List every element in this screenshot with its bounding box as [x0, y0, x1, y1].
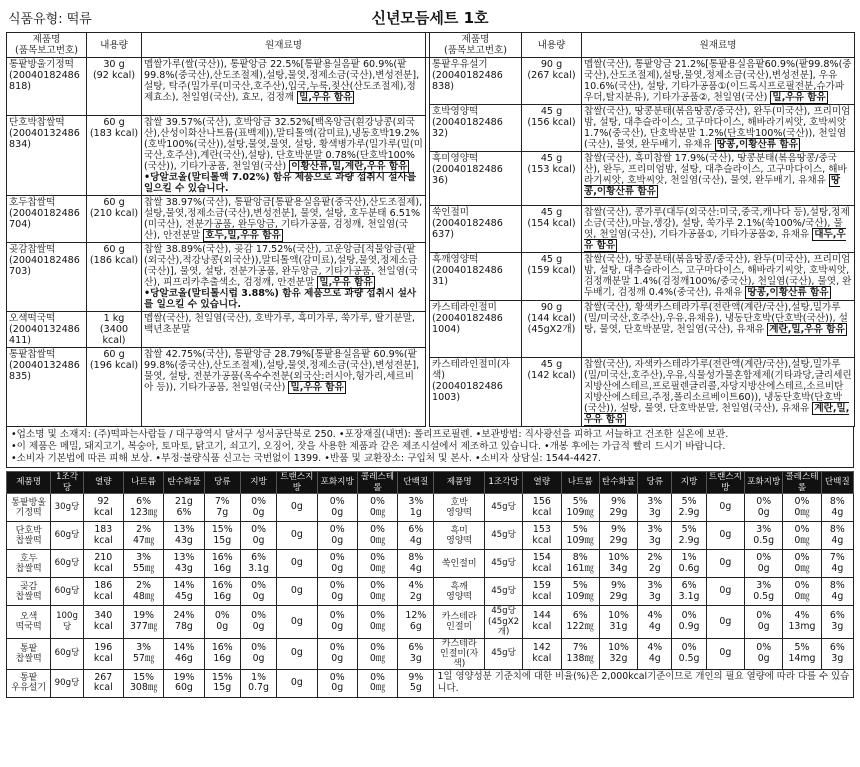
nutrition-value: 156 kcal: [523, 494, 561, 522]
nutrition-value: 6% 3g: [821, 606, 853, 639]
nutrition-value: 0% 0㎎: [357, 606, 397, 639]
col-ingredients: 원재료명: [582, 33, 855, 58]
col-capacity: 내용량: [522, 33, 582, 58]
allergy-badge: 밀,우유 함유: [299, 92, 353, 103]
nutrition-row: [7, 550, 854, 578]
serving-size: 90g당: [51, 669, 83, 697]
nutrition-col-header: 트랜스지방: [277, 472, 317, 494]
nutrition-value: 2% 47㎎: [123, 522, 163, 550]
product-ingredients: [582, 152, 855, 206]
nutrition-value: 0% 0g: [317, 550, 357, 578]
nutrition-value: 0% 0g: [745, 638, 783, 669]
nutrition-product-name: 통팥 우유설기: [7, 669, 51, 697]
product-name: 호박영양떡 (20040182486 32): [430, 105, 522, 152]
nutrition-value: 0% 0g: [317, 606, 357, 639]
nutrition-value: 7% 4g: [821, 550, 853, 578]
nutrition-col-header: 당류: [204, 472, 240, 494]
product-name: 흑깨영양떡 (20040182486 31): [430, 253, 522, 300]
nutrition-value: 8% 4g: [821, 494, 853, 522]
nutrition-col-header: 당류: [638, 472, 672, 494]
nutrition-value: 340 kcal: [83, 606, 123, 639]
nutrition-value: 10% 31g: [599, 606, 637, 639]
nutrition-col-header: 콜레스테롤: [357, 472, 397, 494]
allergy-badge: 땅콩,이황산류 함유: [716, 139, 798, 150]
notice-line: •이 제품은 메밀, 돼지고기, 복숭아, 토마토, 닭고기, 쇠고기, 오징어, 잣을 사용한 제품과 같은 제조시설에서 제조하고 있습니다. •개봉 후에는 가급적 빨리 드시기 바랍니다.: [11, 441, 726, 453]
nutrition-value: 0g: [706, 550, 744, 578]
nutrition-value: 2% 2g: [638, 550, 672, 578]
nutrition-value: 6% 3g: [398, 638, 434, 669]
nutrition-product-name: 곶감 찹쌀떡: [7, 578, 51, 606]
allergy-badge: 밀,우유 함유: [290, 381, 344, 393]
col-ingredients: 원재료명: [142, 33, 426, 58]
nutrition-value: 0% 0㎎: [783, 578, 821, 606]
nutrition-product-name: 카스테라 인절미(자색): [434, 638, 484, 669]
product-capacity: 1 kg (3400 kcal): [87, 311, 142, 347]
nutrition-col-header: 콜레스테롤: [783, 472, 821, 494]
nutrition-value: 267 kcal: [83, 669, 123, 697]
nutrition-value: 0g: [277, 522, 317, 550]
nutrition-value: 0% 0g: [745, 494, 783, 522]
product-capacity: 90 g (267 kcal): [522, 58, 582, 105]
nutrition-value: 21g 6%: [164, 494, 204, 522]
product-capacity: 90 g (144 kcal) (45gX2개): [522, 300, 582, 358]
nutrition-value: 0% 0㎎: [357, 550, 397, 578]
ingredients-text: 찹쌀(국산), 땅콩분태(볶음땅콩/중국산), 완두(미국산), 프리미엄밤, 설탕, 대추슬라이스, 고구마다이스, 해바라기씨앗, 호박씨앗, 검정깨분말 1.4%(검정깨100%/중국산), 천일염(국산), 물엿, 완두배기, 검정깨 0.4%(중국산), 유채유: [584, 254, 852, 299]
set-title: 신년모듬세트 1호: [371, 9, 489, 27]
nutrition-col-header: 1조각당: [484, 472, 522, 494]
nutrition-value: 6% 3.1g: [672, 578, 706, 606]
product-capacity: 60 g (210 kcal): [87, 195, 142, 242]
nutrition-value: 183 kcal: [83, 522, 123, 550]
allergy-badge: 밀,우유 함유: [319, 276, 373, 288]
serving-size: 60g당: [51, 578, 83, 606]
nutrition-value: 4% 13mg: [783, 606, 821, 639]
nutrition-value: 9% 29g: [599, 578, 637, 606]
nutrition-value: 6% 3.1g: [240, 550, 276, 578]
serving-size: 45g당: [484, 578, 522, 606]
product-ingredients: [142, 115, 426, 195]
ingredients-text: 멥쌀(국산), 통팥앙금 21.2%[통팥용실음팥60.9%(팥99.8%(중국산),산도조절제),설탕,물엿,정제소금(국산),변성전분], 우유 10.6%(국산), 설탕, 기타가공품①(이드록시프로필전분,슈가파우더,탈지분유), 기타가공품②, 천일염(국산): [584, 59, 852, 103]
product-name: 곶감찹쌀떡 (20040182486 703): [7, 242, 87, 311]
nutrition-value: 8% 4g: [821, 578, 853, 606]
product-name: 오색떡국떡 (20040132486 411): [7, 311, 87, 347]
nutrition-value: 0% 0g: [317, 522, 357, 550]
nutrition-value: 0% 0㎎: [357, 669, 397, 697]
product-ingredients: [142, 58, 426, 116]
nutrition-col-header: 제품명: [7, 472, 51, 494]
nutrition-value: 16% 16g: [204, 550, 240, 578]
nutrition-value: 19% 60g: [164, 669, 204, 697]
nutrition-value: 0% 0㎎: [357, 578, 397, 606]
nutrition-col-header: 탄수화물: [164, 472, 204, 494]
serving-size: 45g당: [484, 494, 522, 522]
allergy-badge: 이황산류,밀,계란,우유 함유: [291, 160, 408, 172]
nutrition-value: 0% 0g: [317, 669, 357, 697]
allergy-badge: 밀,우유 함유: [772, 92, 826, 103]
product-ingredients: [582, 58, 855, 105]
ingredients-text: 찹쌀(국산), 콩가루(대두(외국산:미국,중국,캐나다 등),설탕,정제소금(국산),마늘,생강), 설탕, 쑥가루 2.1%(쑥100%/국산), 물엿, 천일염(국산), 기타가공품①, 기타가공품②, 유채유: [584, 207, 850, 241]
product-capacity: 30 g (92 kcal): [87, 58, 142, 116]
nutrition-value: 3% 1g: [398, 494, 434, 522]
nutrition-product-name: 쑥인절미: [434, 550, 484, 578]
nutrition-col-header: 열량: [523, 472, 561, 494]
product-ingredients: [142, 311, 426, 347]
nutrition-value: 142 kcal: [523, 638, 561, 669]
food-type: 식품유형: 떡류: [8, 12, 92, 27]
ingredients-text: 찹쌀(국산), 자색카스테라가루(전란액(계란/국산),설탕,밀가루(밀/미국산,호주산),우유,식물성가물혼합제제(기타과당,글리세린지방산에스테르,프로필렌글리콜,자당지방산에스테르,소르비탄지방산에스테르,주정,폴리소르베이트60)), 냉동단호박(단호박(국산)), 설탕, 물엿, 단호박분말, 천일염(국산), 유채유: [584, 359, 852, 415]
product-name: 통팥방울기정떡 (20040182486 818): [7, 58, 87, 116]
allergy-badge: 땅콩,이황산류 함유: [584, 175, 841, 197]
allergy-badge: 대두,우유 함유: [584, 229, 846, 252]
product-ingredients: [582, 105, 855, 152]
product-name: 통팥찹쌀떡 (20040132486 835): [7, 347, 87, 427]
nutrition-row: [7, 669, 854, 697]
nutrition-value: 9% 29g: [599, 522, 637, 550]
nutrition-value: 0% 0g: [240, 638, 276, 669]
nutrition-value: 6% 122㎎: [561, 606, 599, 639]
nutrition-value: 210 kcal: [83, 550, 123, 578]
nutrition-product-name: 흑깨 영양떡: [434, 578, 484, 606]
ingredients-text: 찹쌀(국산), 땅콩분태(볶음땅콩/중국산), 완두(미국산), 프리미엄밤, 설탕, 대추슬라이스, 고구마다이스, 해바라기씨앗, 호박씨앗 1.7%(중국산), 단호박분말 1.2%(단호박100%(국산)), 천일염(국산), 물엿, 완두배기, 유채유: [584, 106, 851, 150]
nutrition-value: 2% 48㎎: [123, 578, 163, 606]
ingredient-row: [7, 58, 855, 70]
nutrition-value: 0g: [277, 494, 317, 522]
nutrition-value: 14% 46g: [164, 638, 204, 669]
serving-size: 60g당: [51, 638, 83, 669]
nutrition-col-header: 열량: [83, 472, 123, 494]
serving-size: 60g당: [51, 522, 83, 550]
nutrition-value: 15% 308㎎: [123, 669, 163, 697]
col-capacity: 내용량: [87, 33, 142, 58]
ingredients-text: 찹쌀 38.89%(국산), 곶감 17.52%(국산), 고운앙금[적물앙금(팥(외국산),적강낭콩(외국산)),말티톨액(감미료),설탕,물엿,정제소금(국산)], 물엿, 설탕, 전분가공품, 완두앙금, 기타가공품, 천일염(국산), 피프리카추출색소, 검정깨, 안전분말: [144, 243, 418, 288]
serving-size: 45g당: [484, 638, 522, 669]
nutrition-value: 13% 43g: [164, 550, 204, 578]
ingredients-text: 찹쌀(국산), 흑미찹쌀 17.9%(국산), 땅콩분태(볶음땅콩/중국산), 완두, 프리미엄밤, 설탕, 대추슬라이스, 고구마다이스, 해바라기씨앗, 호박씨앗, 천일염(국산), 물엿, 완두배기, 유채유: [584, 153, 847, 186]
nutrition-value: 4% 4g: [638, 606, 672, 639]
ingredients-text: 찹쌀 39.57%(국산), 호박앙금 32.52%[백옥앙금(흰강낭콩(외국산),산성이화산나트륨(표백제)),말티톨액(감미료),냉동호박19.2%(호박100%(국산)),설탕,물엿,물엿, 설탕, 황색병가루(밀가루(밀(미국산,호주산),계란(국산),설탕), 단호박분말 0.78%(단호박100%(국산)), 기타가공품, 천일염(국산): [144, 116, 423, 172]
nutrition-value: 4% 4g: [638, 638, 672, 669]
nutrition-product-name: 호두 찹쌀떡: [7, 550, 51, 578]
nutrition-product-name: 단호박 찹쌀떡: [7, 522, 51, 550]
nutrition-value: 15% 15g: [204, 669, 240, 697]
serving-size: 30g당: [51, 494, 83, 522]
nutrition-product-name: 흑미 영양떡: [434, 522, 484, 550]
product-capacity: 45 g (153 kcal): [522, 152, 582, 206]
nutrition-value: 5% 2.9g: [672, 494, 706, 522]
nutrition-col-header: 지방: [672, 472, 706, 494]
nutrition-col-header: 1조각당: [51, 472, 83, 494]
product-ingredients: [582, 206, 855, 253]
nutrition-product-name: 카스테라 인절미: [434, 606, 484, 639]
nutrition-value: 7% 138㎎: [561, 638, 599, 669]
nutrition-product-name: 호박 영양떡: [434, 494, 484, 522]
nutrition-value: 0g: [277, 669, 317, 697]
nutrition-value: 1% 0.6g: [672, 550, 706, 578]
product-capacity: 45 g (159 kcal): [522, 253, 582, 300]
product-name: 호두찹쌀떡 (20040182486 704): [7, 195, 87, 242]
product-ingredients: [142, 195, 426, 242]
nutrition-value: 5% 109㎎: [561, 522, 599, 550]
nutrition-footnote: 1일 영양성분 기준치에 대한 비율(%)은 2,000kcal기준이므로 개인의 필요 열량에 따라 다를 수 있습니다.: [434, 669, 854, 697]
nutrition-product-name: 오색 떡국떡: [7, 606, 51, 639]
nutrition-value: 3% 3g: [638, 522, 672, 550]
product-capacity: 45 g (142 kcal): [522, 358, 582, 427]
nutrition-header-row: [7, 472, 854, 494]
sugar-alcohol-note: •당알코올(말티톨시럽 3.88%) 함유 제품으로 과량 섭취시 설사를 일으킬 수 있습니다.: [144, 287, 417, 310]
product-name: 카스테라인절미(자색) (20040182486 1003): [430, 358, 522, 427]
nutrition-value: 0% 0㎎: [357, 494, 397, 522]
nutrition-value: 3% 0.5g: [745, 578, 783, 606]
nutrition-value: 0g: [706, 578, 744, 606]
nutrition-value: 3% 0.5g: [745, 522, 783, 550]
nutrition-value: 10% 34g: [599, 550, 637, 578]
serving-size: 60g당: [51, 550, 83, 578]
label-header: [6, 4, 854, 32]
product-ingredients: [582, 253, 855, 300]
nutrition-value: 5% 109㎎: [561, 578, 599, 606]
nutrition-value: 5% 2.9g: [672, 522, 706, 550]
nutrition-value: 9% 29g: [599, 494, 637, 522]
nutrition-value: 0% 0㎎: [357, 522, 397, 550]
nutrition-value: 153 kcal: [523, 522, 561, 550]
nutrition-value: 0g: [706, 522, 744, 550]
nutrition-value: 16% 16g: [204, 578, 240, 606]
nutrition-value: 5% 109㎎: [561, 494, 599, 522]
nutrition-value: 8% 161㎎: [561, 550, 599, 578]
nutrition-value: 0% 0㎎: [783, 522, 821, 550]
ingredients-text: 찹쌀 42.75%(국산), 통팥앙금 28.79%[통팥용실음팥 60.9%(팥99.8%(중국산),산도조절제),설탕,물엿,정제소금(국산),변성전분], 물엿, 설탕, 전분가공품(옥수수전분(외국산:러시아,헝가리,세르비아 등)), 기타가공품, 천일염(국산): [144, 348, 420, 393]
serving-size: 45g당: [484, 522, 522, 550]
product-name: 통팥우유설기 (20040182486 838): [430, 58, 522, 105]
ingredients-text: 찹쌀 38.97%(국산), 통팥앙금[통팥용실음팥(중국산),산도조절제),설탕,물엿,정제소금(국산),변성전분], 물엿, 설탕, 호두분태 6.51%(미국산), 전분가공품, 완두앙금, 기타가공품, 검정깨, 천일염(국산), 안전분말: [144, 196, 423, 241]
product-capacity: 60 g (186 kcal): [87, 242, 142, 311]
nutrition-value: 5% 14mg: [783, 638, 821, 669]
nutrition-value: 3% 55㎎: [123, 550, 163, 578]
nutrition-row: [7, 578, 854, 606]
serving-size: 45g당: [484, 550, 522, 578]
nutrition-value: 0% 0㎎: [783, 550, 821, 578]
product-capacity: 60 g (196 kcal): [87, 347, 142, 427]
product-ingredients: [582, 358, 855, 427]
nutrition-value: 24% 78g: [164, 606, 204, 639]
nutrition-value: 196 kcal: [83, 638, 123, 669]
ingredient-header-row: [7, 33, 855, 58]
nutrition-value: 6% 123㎎: [123, 494, 163, 522]
notice-line: •소비자 기본법에 따른 피해 보상. •부정·불량식품 신고는 국번없이 1399. •반품 및 교환장소: 구입처 및 본사. •소비자 상담실: 1544-4427.: [11, 453, 601, 465]
nutrition-value: 0g: [277, 606, 317, 639]
nutrition-value: 0% 0g: [317, 494, 357, 522]
nutrition-value: 0% 0g: [745, 606, 783, 639]
nutrition-value: 0% 0g: [204, 606, 240, 639]
nutrition-col-header: 포화지방: [745, 472, 783, 494]
nutrition-row: [7, 606, 854, 639]
nutrition-col-header: 제품명: [434, 472, 484, 494]
nutrition-value: 92 kcal: [83, 494, 123, 522]
nutrition-value: 0g: [277, 578, 317, 606]
product-name: 카스테라인절미 (20040182486 1004): [430, 300, 522, 358]
sugar-alcohol-note: •당알코올(말티톨액 7.02%) 함유 제품으로 과량 섭취시 설사를 일으킬 수 있습니다.: [144, 171, 417, 194]
nutrition-value: 0% 0g: [745, 550, 783, 578]
product-name: 흑미영양떡 (20040182486 36): [430, 152, 522, 206]
nutrition-value: 13% 43g: [164, 522, 204, 550]
product-ingredients: [142, 242, 426, 311]
nutrition-value: 0% 0.9g: [672, 606, 706, 639]
nutrition-value: 0% 0g: [317, 578, 357, 606]
nutrition-value: 159 kcal: [523, 578, 561, 606]
serving-size: 45g당 (45gX2개): [484, 606, 522, 639]
allergy-badge: 호두,밀,우유 함유: [205, 229, 281, 241]
nutrition-value: 4% 2g: [398, 578, 434, 606]
nutrition-value: 0% 0g: [240, 522, 276, 550]
nutrition-col-header: 지방: [240, 472, 276, 494]
col-name: 제품명 (품목보고번호): [430, 33, 522, 58]
nutrition-value: 0% 0g: [240, 606, 276, 639]
product-name: 단호박찹쌀떡 (20040132486 834): [7, 115, 87, 195]
product-capacity: 45 g (154 kcal): [522, 206, 582, 253]
nutrition-value: 0g: [706, 606, 744, 639]
allergy-badge: 계란,밀,우유 함유: [584, 403, 850, 426]
product-capacity: 60 g (183 kcal): [87, 115, 142, 195]
nutrition-value: 3% 3g: [638, 494, 672, 522]
nutrition-value: 8% 4g: [821, 522, 853, 550]
company-notice: [6, 427, 854, 468]
col-name: 제품명 (품목보고번호): [7, 33, 87, 58]
nutrition-value: 0g: [706, 494, 744, 522]
product-ingredients: [142, 347, 426, 427]
nutrition-row: [7, 522, 854, 550]
nutrition-value: 15% 15g: [204, 522, 240, 550]
product-name: 쑥인절미 (20040182486 637): [430, 206, 522, 253]
nutrition-value: 0% 0g: [240, 494, 276, 522]
nutrition-value: 0g: [706, 638, 744, 669]
serving-size: 100g당: [51, 606, 83, 639]
nutrition-value: 6% 4g: [398, 522, 434, 550]
ingredient-table: [6, 32, 855, 427]
nutrition-value: 9% 5g: [398, 669, 434, 697]
allergy-badge: 계란,밀,우유 함유: [769, 323, 845, 335]
nutrition-value: 0% 0㎎: [783, 494, 821, 522]
nutrition-row: [7, 638, 854, 669]
product-ingredients: [582, 300, 855, 358]
nutrition-value: 144 kcal: [523, 606, 561, 639]
nutrition-product-name: 통팥 찹쌀떡: [7, 638, 51, 669]
nutrition-value: 3% 3g: [638, 578, 672, 606]
nutrition-value: 186 kcal: [83, 578, 123, 606]
nutrition-value: 0g: [277, 550, 317, 578]
nutrition-value: 8% 4g: [398, 550, 434, 578]
allergy-badge: 땅콩,이황산류 함유: [747, 287, 829, 299]
nutrition-value: 154 kcal: [523, 550, 561, 578]
nutrition-value: 6% 3g: [821, 638, 853, 669]
nutrition-value: 10% 32g: [599, 638, 637, 669]
nutrition-col-header: 단백질: [821, 472, 853, 494]
nutrition-value: 19% 377㎎: [123, 606, 163, 639]
nutrition-col-header: 나트륨: [123, 472, 163, 494]
nutrition-table: [6, 471, 854, 698]
nutrition-value: 0% 0㎎: [357, 638, 397, 669]
nutrition-value: 16% 16g: [204, 638, 240, 669]
nutrition-value: 14% 45g: [164, 578, 204, 606]
nutrition-col-header: 탄수화물: [599, 472, 637, 494]
nutrition-col-header: 트랜스지방: [706, 472, 744, 494]
nutrition-value: 3% 57㎎: [123, 638, 163, 669]
nutrition-product-name: 통팥방울 기정떡: [7, 494, 51, 522]
nutrition-value: 12% 6g: [398, 606, 434, 639]
nutrition-col-header: 단백질: [398, 472, 434, 494]
nutrition-value: 0g: [277, 638, 317, 669]
nutrition-value: 1% 0.7g: [240, 669, 276, 697]
ingredients-text: 멥쌀가루(쌀(국산)), 통팥앙금 22.5%[통팥용실음팥 60.9%(팥99.8%(중국산),산도조절제),설탕,물엿,정제소금(국산),변성전분], 설탕, 탁주(밀가루(미국산,호주산),입국,누룩,젖산(산도조절제),정제효소), 천일염(국산), 효모, 검정깨: [144, 59, 420, 103]
ingredients-text: 찹쌀(국산), 황색카스테라가루(전란액(계란/국산),설탕,밀가루(밀/미국산,호주산),우유,유채유), 냉동단호박(단호박(국산)), 설탕, 물엿, 단호박분말, 천일염(국산), 유채유: [584, 301, 848, 335]
nutrition-row: [7, 494, 854, 522]
nutrition-col-header: 나트륨: [561, 472, 599, 494]
product-capacity: 45 g (156 kcal): [522, 105, 582, 152]
ingredients-text: 멥쌀(국산), 천일염(국산), 호박가루, 흑미가루, 쑥가루, 딸기분말, 백년초분말: [144, 312, 415, 335]
nutrition-value: 0% 0g: [240, 578, 276, 606]
nutrition-col-header: 포화지방: [317, 472, 357, 494]
notice-line: •업소명 및 소재지: (주)떡파는사람들 / 대구광역시 달서구 성서공단북로 250. •포장재질(내면): 폴리프로필렌. •보관방법: 직사광선을 피하고 서늘하고 건조한 실온에 보관.: [11, 429, 729, 441]
nutrition-value: 0% 0g: [317, 638, 357, 669]
nutrition-value: 7% 7g: [204, 494, 240, 522]
nutrition-value: 0% 0.5g: [672, 638, 706, 669]
